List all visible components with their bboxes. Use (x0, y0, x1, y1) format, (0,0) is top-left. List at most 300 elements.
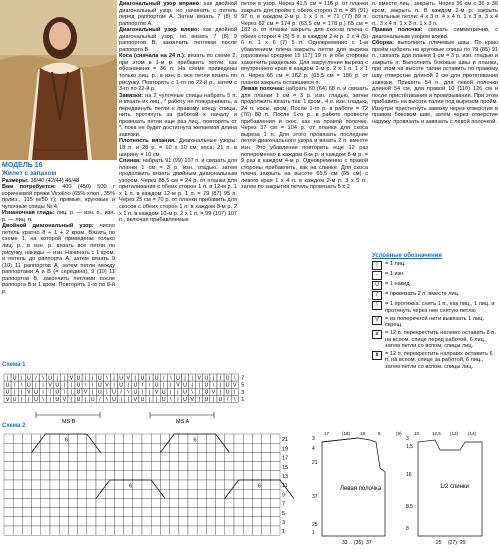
legend-item (372, 281, 498, 290)
scheme-1-symbol: \ (42, 375, 44, 382)
scheme-1-symbol: U (140, 375, 145, 382)
scheme-2-cell (197, 480, 206, 489)
back-width: (27) (448, 540, 457, 546)
scheme-1-row-number: 3 (241, 389, 245, 396)
scheme-1-symbol: U (140, 396, 145, 403)
scheme-2-cell (32, 489, 41, 498)
scheme-2-cell (13, 489, 22, 498)
scheme-2-cell (96, 526, 105, 535)
scheme-2-cell (252, 489, 261, 498)
scheme-2-cell (22, 480, 31, 489)
left-front-dimension: 25 (312, 522, 318, 528)
legend-symbol-icon: / (372, 291, 382, 300)
scheme-1-symbol: \ (84, 382, 87, 389)
scheme-2-cell (32, 471, 41, 480)
scheme-2-cell (105, 498, 114, 507)
scheme-2-cell (170, 526, 179, 535)
scheme-1-symbol: U (76, 375, 81, 382)
scheme-1-symbol: U (154, 375, 159, 382)
scheme-2-cell (124, 462, 133, 471)
scheme-2-cell (114, 489, 123, 498)
column-2 (119, 1, 237, 224)
scheme-2-cell (32, 498, 41, 507)
scheme-2-cell (133, 471, 142, 480)
back-continued-paragraph: петли в узор. Через 41,5 см = 116 р. от планки закрыть для пройм с обеих сторон 3 п. = 85 (91) 97 п. в каждом 2-м р. 1 х 1 п. = 71 (77) 89 п. Через 62 см = 174 р. (63,5 см = 178 р.) 65 см = 182 р. от планки закрыть для скосов плеча с обеих сторон 4 (5) 5 п. в каждом 2-м р. 2 х 4 (5) 6 п. 1 х 6 (7) 5 п. Одновременно с 1-м убавлением плеча закрыть петли для выреза горловины средние 15 (17) 19 п. и обе стороны закончить раздельно. Для закругления выреза с внутреннего края в каждом 2-м р. 2 х 1 п. 1 х 1 п. Через 65 см = 182 р. (65,5 см = 186 р. от планки закрыть оставшиеся п. (241, 1, 368, 86)
scheme-2-cell (41, 508, 50, 517)
scheme-2-cell (96, 434, 105, 443)
scheme-2-cell (206, 508, 215, 517)
scheme-2-cell (78, 517, 87, 526)
scheme-1-symbol: \ (63, 389, 66, 396)
scheme-2-cell (262, 443, 271, 452)
scheme-1-symbol: U (225, 389, 230, 396)
scheme-1-symbol: U (26, 375, 31, 382)
scheme-1-symbol: / (141, 382, 144, 389)
scheme-2-cell (87, 471, 96, 480)
scheme-2-cell (133, 452, 142, 461)
scheme-2-row-number: 3 (282, 520, 286, 526)
scheme-2-cell (271, 517, 280, 526)
scheme-2-cell (4, 434, 13, 443)
scheme-1-symbol: | (120, 396, 122, 403)
scheme-2-cell (262, 462, 271, 471)
scheme-2-cell (151, 452, 160, 461)
scheme-1-symbol: | (163, 382, 165, 389)
legend-text: = 1 изн. (385, 270, 405, 277)
scheme-2-cell (262, 498, 271, 507)
scheme-2-cell (114, 526, 123, 535)
scheme-1-symbol: | (177, 389, 179, 396)
scheme-1-symbol: U (133, 389, 138, 396)
model-title: МОДЕЛЬ 16 (2, 162, 43, 169)
scheme-1-row-numbers (241, 376, 244, 403)
scheme-2-cell (59, 443, 68, 452)
scheme-2-cell (105, 434, 114, 443)
back-width: 29 (460, 540, 466, 546)
scheme-1-symbol: | (63, 375, 66, 382)
scheme-2-cell (22, 452, 31, 461)
scheme-2-cell (50, 526, 59, 535)
assembly-paragraph: Сборка: выполнить плечевые швы. По краю пройм набрать на круговые спицы по 79 (85) 91 п., связать для планки 1 см = 3 р. изн. гладью и закрыть п. Выполнить боковые швы и планки, при этом на высоте талии оставить по правому шву отверстие длиной 2 см для протягивания завязки. Пришить 54 п. для левой полочки длиной 54 см, для правой 10 (116) 126 см и после пристёгивания и провязывания. При этом прибавить на высоте талии под вырезом пройм. Изнутри пристегнуть завязку через отверстие в правом боковом шве, затем через отверстие наружу, провязать и завязать с левой полочкой. (372, 40, 498, 125)
scheme-2-cell (4, 508, 13, 517)
model-subtitle: Жилет с запахом (2, 170, 57, 177)
scheme-2-cell (13, 434, 22, 443)
scheme-2-cell (197, 443, 206, 452)
scheme-2-cell (234, 452, 243, 461)
scheme-2-cell (262, 480, 271, 489)
scheme-2-cell (68, 489, 77, 498)
scheme-2-cell (170, 508, 179, 517)
diagonal-right-paragraph: Диагональный узор вправо: как двойной диагональный узор, но начинать с петель перед раппортом А. Затем вязать 7 (8) 9 раппортов А. (119, 1, 237, 27)
gauge-paragraph: Плотность вязания. Диагональные узоры: 18 п. и 28 р. = 10 х 10 см; коса: 21 п. в ширину = 10 см. (119, 138, 237, 158)
back-title: 1/2 спинки (440, 484, 469, 490)
scheme-2-row-number: 9 (282, 492, 286, 499)
scheme-2-cell (160, 471, 169, 480)
scheme-2-cell (78, 434, 87, 443)
scheme-2-cell (216, 517, 225, 526)
scheme-2-cell (160, 452, 169, 461)
scheme-2-cell (96, 508, 105, 517)
scheme-2-cell (32, 526, 41, 535)
scheme-2-cell (170, 462, 179, 471)
scheme-1-symbol: | (70, 396, 73, 403)
scheme-2-cell (252, 452, 261, 461)
scheme-2-cell (50, 434, 59, 443)
scheme-2-cell (216, 452, 225, 461)
scheme-2-cell (262, 517, 271, 526)
scheme-1-symbol: U (76, 382, 81, 389)
legend-text: = 1 протяжка: снять 1 п., как лиц., 1 лиц. и протянуть через нее снятую петлю (385, 301, 495, 315)
scheme-2-cell (179, 452, 188, 461)
scheme-1-symbol: | (28, 396, 30, 403)
scheme-1-symbol: \ (191, 389, 193, 396)
scheme-2-cell (68, 498, 77, 507)
back-dimension: 16 (406, 472, 412, 478)
scheme-2-cell (216, 508, 225, 517)
scheme-2-cell (59, 526, 68, 535)
scheme-2-cell (133, 443, 142, 452)
scheme-1-symbol: U (204, 382, 209, 389)
scheme-1-symbol: U (225, 382, 230, 389)
scheme-2-cell (41, 489, 50, 498)
scheme-2-cell (271, 498, 280, 507)
scheme-1-symbol: U (119, 375, 124, 382)
scheme-2-cell (179, 434, 188, 443)
left-front-dimension: 1 (312, 530, 315, 536)
scheme-2-cell (96, 517, 105, 526)
scheme-1-symbol: V (62, 396, 67, 403)
legend-item (372, 271, 498, 280)
scheme-2-cell (87, 517, 96, 526)
scheme-2-cell (78, 462, 87, 471)
scheme-2-cell (78, 471, 87, 480)
scheme-2-cell (206, 471, 215, 480)
scheme-2-cell (59, 489, 68, 498)
scheme-2-cell (179, 526, 188, 535)
scheme-2-cell (22, 498, 31, 507)
scheme-2-cell (105, 526, 114, 535)
scheme-2-cell (114, 452, 123, 461)
scheme-2-cell (59, 452, 68, 461)
pattern-pieces (300, 428, 500, 552)
scheme-2-cell (4, 480, 13, 489)
scheme-1-symbol: \ (106, 375, 108, 382)
scheme-2-cell (13, 508, 22, 517)
scheme-2-cell (124, 517, 133, 526)
left-front-dimension: 21 (312, 460, 318, 466)
scheme-2-cell (50, 498, 59, 507)
scheme-2-cell (87, 498, 96, 507)
scheme-2-cell (151, 434, 160, 443)
legend-symbol-icon: V (372, 316, 382, 325)
scheme-2-cell (151, 508, 160, 517)
scheme-2-cell (133, 517, 142, 526)
left-front-dimension: 4 (312, 446, 315, 452)
scheme-2-cell (271, 471, 280, 480)
scheme-2-cell (4, 471, 13, 480)
legend-title: Условные обозначения (372, 253, 442, 259)
scheme-2-cell (206, 434, 215, 443)
scheme-2-cell (124, 452, 133, 461)
scheme-2-cell (197, 498, 206, 507)
legend-text: = 1 лиц. (385, 260, 406, 267)
scheme-2-cell (133, 508, 142, 517)
scheme-2-cell (179, 443, 188, 452)
scheme-2-cell (142, 498, 151, 507)
scheme-2-cell (50, 489, 59, 498)
scheme-2-cell (41, 471, 50, 480)
scheme-1-symbol: U (161, 389, 166, 396)
scheme-2-cell (68, 526, 77, 535)
left-front-width: (35) (354, 540, 363, 546)
legend-text: = 1 накид (385, 281, 410, 288)
legend-symbol-icon: − (372, 271, 382, 280)
scheme-1-symbol: U (97, 389, 102, 396)
scheme-2-cell (225, 517, 234, 526)
scheme-1-symbol: U (55, 382, 60, 389)
scheme-2-cell (170, 480, 179, 489)
scheme-2-cell (68, 443, 77, 452)
left-front-dimension: 3 (312, 436, 315, 442)
scheme-2-cell (124, 498, 133, 507)
scheme-2-cell (50, 452, 59, 461)
scheme-1-symbol: U (204, 375, 209, 382)
right-front-paragraph: Правая полочка: связать симметрично, с диагональным узором влево. (372, 27, 498, 40)
scheme-2-cell (41, 452, 50, 461)
scheme-1-symbol: U (76, 389, 81, 396)
scheme-2-cell (105, 517, 114, 526)
scheme-2-cell (234, 443, 243, 452)
scheme-2-cell (179, 471, 188, 480)
back-dimension: 8 (406, 526, 409, 532)
scheme-2-cell (22, 508, 31, 517)
scheme-2-cell (243, 489, 252, 498)
ties-paragraph: Завязки: на 2 чулочные спицы набрать 5 п. и вязать их лиц., * работу не поворачивать, а передвинуть петли к правому концу спицы, нить протянуть за работой к началу и провязать петли еще раз лиц., повторять от *, пока не будет достигнута желаемая длина завязки. (119, 92, 237, 138)
scheme-2-cell (68, 471, 77, 480)
scheme-1-symbol: | (212, 375, 215, 382)
scheme-2-cell (13, 462, 22, 471)
scheme-2-cell (151, 462, 160, 471)
scheme-2-cell (252, 434, 261, 443)
scheme-2-row-number: 7 (282, 501, 286, 508)
scheme-2-cell (96, 452, 105, 461)
scheme-2-cell (234, 508, 243, 517)
scheme-2-cell (59, 462, 68, 471)
scheme-1-symbol: | (170, 382, 172, 389)
scheme-1-symbol: U (90, 396, 95, 403)
scheme-2-cell (78, 508, 87, 517)
model-photo (0, 0, 117, 160)
scheme-2-cell (262, 508, 271, 517)
legend-item (372, 351, 498, 371)
scheme-1-symbol: \ (127, 389, 129, 396)
scheme-2-cell (188, 498, 197, 507)
scheme-2-cell (206, 452, 215, 461)
scheme-2-cell (13, 471, 22, 480)
scheme-1-symbol: U (5, 382, 10, 389)
scheme-2-cell (179, 462, 188, 471)
scheme-2-cell (105, 462, 114, 471)
scheme-2-cell (234, 489, 243, 498)
scheme-1-symbol: | (219, 389, 222, 396)
scheme-2-cell (160, 498, 169, 507)
scheme-2-cell (13, 517, 22, 526)
scheme-1-symbol: \ (148, 382, 151, 389)
scheme-1-symbol: U (34, 389, 38, 396)
scheme-2-cell (114, 480, 123, 489)
scheme-1-symbol: | (35, 382, 37, 389)
scheme-1-symbol: | (155, 396, 158, 403)
model-photo-illustration (0, 0, 117, 160)
left-front-width: 37 (366, 540, 372, 546)
scheme-2-cell (22, 471, 31, 480)
top-dimension: 17 (324, 431, 330, 436)
scheme-1-symbol: U (133, 382, 138, 389)
scheme-1-symbol: | (219, 382, 222, 389)
scheme-1-symbol: V (211, 389, 216, 396)
scheme-2-cell (87, 452, 96, 461)
top-dimension: (9) (396, 431, 402, 436)
scheme-2-cell (78, 443, 87, 452)
scheme-2-cell (216, 526, 225, 535)
scheme-2-cell (197, 526, 206, 535)
scheme-1-symbol: | (92, 382, 94, 389)
scheme-2-cell (124, 508, 133, 517)
scheme-2-cell (114, 498, 123, 507)
scheme-1-symbol: V (133, 396, 138, 403)
scheme-1-symbol: | (21, 375, 23, 382)
scheme-2-cell (160, 462, 169, 471)
scheme-1-symbol: \ (234, 375, 236, 382)
scheme-2-cell (188, 508, 197, 517)
scheme-2-cell (78, 526, 87, 535)
scheme-1-symbol: U (183, 382, 187, 389)
scheme-2-cell (32, 462, 41, 471)
scheme-2-cell (243, 508, 252, 517)
scheme-2-cell (188, 526, 197, 535)
scheme-2-cell (142, 508, 151, 517)
scheme-2-cell (133, 526, 142, 535)
scheme-2-cell (243, 434, 252, 443)
scheme-1-symbol: U (225, 375, 230, 382)
scheme-2-cell (216, 471, 225, 480)
scheme-1-symbol: \ (234, 396, 236, 403)
scheme-2-cell (179, 498, 188, 507)
scheme-2-cell (243, 480, 252, 489)
scheme-1-symbol: U (34, 396, 38, 403)
scheme-2-cell (234, 517, 243, 526)
scheme-2-cell (133, 434, 142, 443)
scheme-2-cell (41, 517, 50, 526)
back-dimension: 1,5 (406, 444, 413, 450)
scheme-2-cell (50, 480, 59, 489)
scheme-1-grid (4, 374, 238, 403)
scheme-2-cell (216, 489, 225, 498)
scheme-2-cell (124, 489, 133, 498)
scheme-2-cell (114, 462, 123, 471)
scheme-2-cell (50, 508, 59, 517)
scheme-2-cell (105, 471, 114, 480)
scheme-2-cell (4, 498, 13, 507)
left-front-title: Левая полочка (340, 486, 382, 492)
scheme-2-cell (124, 434, 133, 443)
legend-item (372, 261, 498, 270)
scheme-1-symbol: | (113, 382, 115, 389)
scheme-2-cell (151, 443, 160, 452)
scheme-2-row-number: 17 (282, 455, 289, 462)
scheme-2-cell (96, 462, 105, 471)
legend-symbol-icon: U (372, 281, 382, 290)
scheme-2-cell (243, 526, 252, 535)
scheme-2-cell (32, 452, 41, 461)
legend-item (372, 301, 498, 314)
scheme-2-cell (87, 462, 96, 471)
scheme-1-symbol: | (134, 375, 137, 382)
scheme-2-cell (50, 462, 59, 471)
scheme-2-cell (133, 498, 142, 507)
scheme-2-cell (225, 471, 234, 480)
scheme-2-cell (87, 480, 96, 489)
scheme-1-symbol: U (204, 389, 209, 396)
scheme-1-symbol: | (84, 396, 87, 403)
scheme-2-cell (170, 498, 179, 507)
scheme-2-cell (243, 462, 252, 471)
scheme-2-cell (206, 480, 215, 489)
scheme-1-symbol: U (55, 389, 60, 396)
scheme-1-symbol: | (191, 382, 193, 389)
left-front-continued-paragraph: п. вместе лиц., закрыть. Через 36 см с 36 х 36 кром. закрыть п. В каждом 2-м р. закрыть остальные петли: 4 х 3 п. 4 х 4 п. 1 х 3 п. 3 х 4 п., 3 х 4 п. 1 х 3 п. 1 х 3 п. (372, 1, 498, 27)
scheme-1-symbol: / (226, 396, 229, 403)
scheme-2-cell (262, 434, 271, 443)
scheme-2-cell (142, 480, 151, 489)
legend-items (372, 261, 498, 371)
scheme-2-cell (133, 480, 142, 489)
scheme-2-chart (0, 430, 300, 550)
scheme-2-row-number: 5 (282, 510, 286, 517)
scheme-2-cell (87, 489, 96, 498)
scheme-2-cell (188, 462, 197, 471)
legend-text: = из поперечной нити вывязать 1 лиц. скрещ. (385, 315, 484, 329)
scheme-1-symbol: V (154, 389, 159, 396)
scheme-1-symbol: / (35, 375, 37, 382)
diagonal-left-paragraph: Диагональный узор влево: как двойной диагональный узор, но вязать 7 (8) 9 раппортов B, закончить петлями после раппорта B. (119, 27, 237, 53)
scheme-2-cell (197, 508, 206, 517)
scheme-2-cell (197, 434, 206, 443)
scheme-1-row-number: 5 (241, 382, 245, 389)
scheme-2-cell (78, 489, 87, 498)
scheme-2-cell (197, 489, 206, 498)
cable-number: 6 (193, 437, 197, 444)
scheme-2-cell (271, 452, 280, 461)
left-front-width: 33 (342, 540, 348, 546)
back-dimension: 8,5 (406, 504, 413, 510)
scheme-1-symbol: V (105, 382, 109, 389)
scheme-2-cell (41, 462, 50, 471)
scheme-1-symbol: V (233, 382, 237, 389)
scheme-1-symbol: U (204, 396, 209, 403)
scheme-2-cell (160, 517, 169, 526)
scheme-1-symbol: | (56, 375, 58, 382)
scheme-2-cell (188, 517, 197, 526)
scheme-1-symbol: | (212, 396, 215, 403)
scheme-1-symbol: | (148, 375, 151, 382)
scheme-2-cell (271, 526, 280, 535)
scheme-2-cell (114, 471, 123, 480)
scheme-1-symbol: | (21, 389, 23, 396)
scheme-2-cell (142, 526, 151, 535)
scheme-1-symbol: \ (170, 375, 172, 382)
scheme-2-cell (22, 443, 31, 452)
